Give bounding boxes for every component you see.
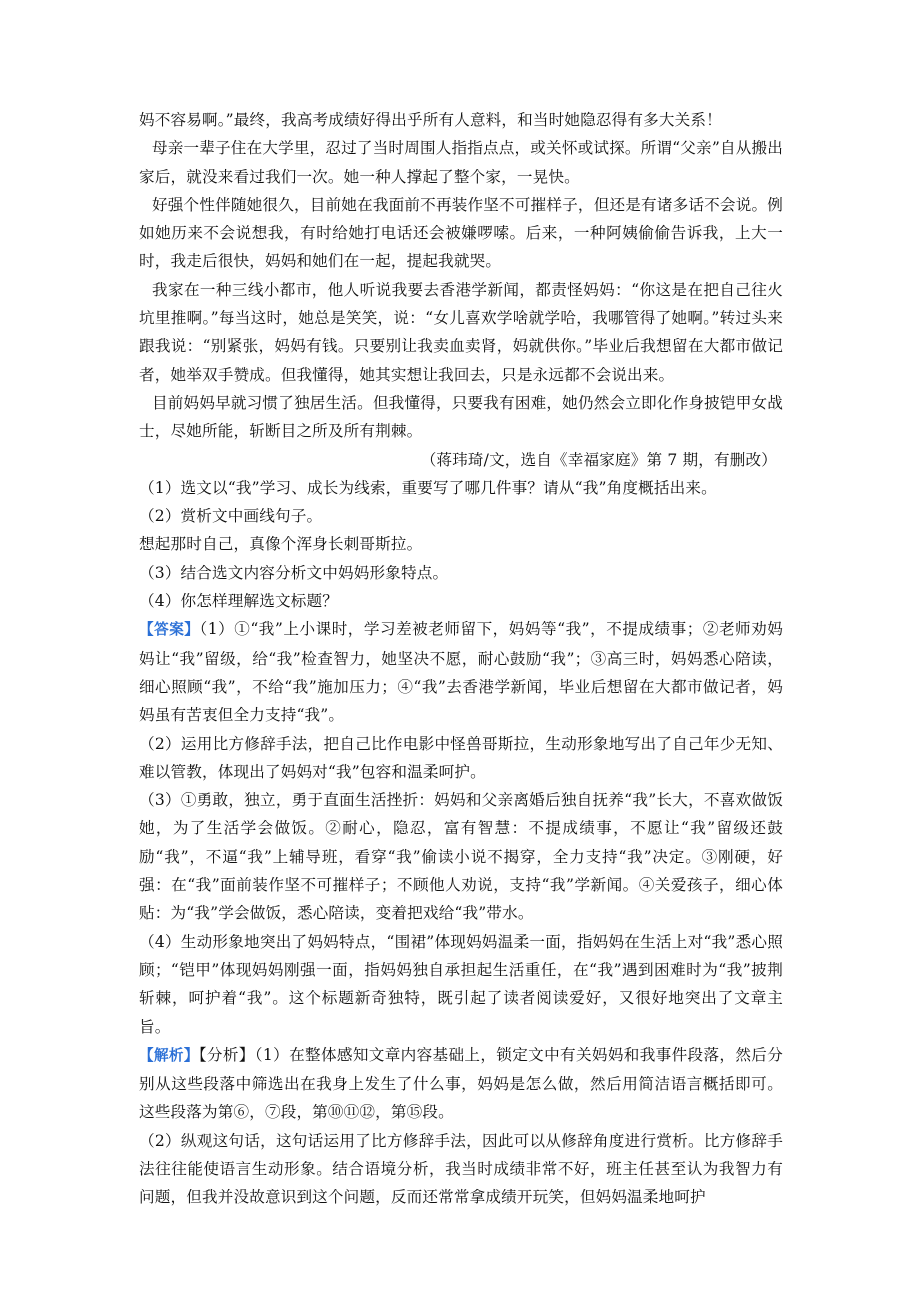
passage-paragraph: 好强个性伴随她很久，目前她在我面前不再装作坚不可摧样子，但还是有诸多话不会说。例如她历来不会说想我，有时给她打电话还会被嫌啰嗦。后来，一种阿姨偷偷告诉我，上大一时，我走后很快，妈妈和她们在一起，提起我就哭。 bbox=[139, 195, 783, 271]
answer-2: （2）运用比方修辞手法，把自己比作电影中怪兽哥斯拉，生动形象地写出了自己年少无知、难以管教，体现出了妈妈对“我”包容和温柔呵护。 bbox=[139, 734, 783, 781]
passage-paragraph: 目前妈妈早就习惯了独居生活。但我懂得，只要我有困难，她仍然会立即化作身披铠甲女战士，尽她所能，斩断目之所及所有荆棘。 bbox=[139, 393, 783, 441]
answer-1 bbox=[139, 615, 783, 729]
analysis-sub-tag: 【分析】 bbox=[198, 1045, 255, 1064]
analysis-2: （2）纵观这句话，这句话运用了比方修辞手法，因此可以从修辞角度进行赏析。比方修辞手法往往能使语言生动形象。结合语境分析，我当时成绩非常不好，班主任甚至认为我智力有问题，但我并没故意识到这个问题，反而还常常拿成绩开玩笑，但妈妈温柔地呵护 bbox=[139, 1131, 783, 1207]
question-1: （1）选文以“我”学习、成长为线索，重要写了哪几件事？请从“我”角度概括出来。 bbox=[139, 478, 717, 497]
passage-paragraph: 妈不容易啊。”最终，我高考成绩好得出乎所有人意料，和当时她隐忍得有多大关系！ bbox=[139, 111, 722, 129]
passage-paragraph: 我家在一种三线小都市，他人听说我要去香港学新闻，都责怪妈妈：“你这是在把自己往火坑里推啊。”每当这时，她总是笑笑，说：“女儿喜欢学啥就学哈，我哪管得了她啊。”转过头来跟我说：“别紧张，妈妈有钱。只要别让我卖血卖肾，妈就供你。”毕业后我想留在大都市做记者，她举双手赞成。但我懂得，她其实想让我回去，只是永远都不会说出来。 bbox=[139, 280, 783, 384]
question-3: （3）结合选文内容分析文中妈妈形象特点。 bbox=[139, 563, 449, 582]
document-page bbox=[139, 106, 783, 1212]
analysis-tag: 【解析】 bbox=[139, 1046, 199, 1064]
analysis-1 bbox=[139, 1041, 783, 1127]
answer-1-text: （1）①“我”上小课时，学习差被老师留下，妈妈等“我”，不提成绩事；②老师劝妈妈让“我”留级，给“我”检查智力，她坚决不愿，耐心鼓励“我”；③高三时，妈妈悉心陪读，细心照顾“我”，不给“我”施加压力；④“我”去香港学新闻，毕业后想留在大都市做记者，妈妈虽有苦衷但全力支持“我”。 bbox=[139, 620, 783, 725]
answer-3: （3）①勇敢，独立，勇于直面生活挫折：妈妈和父亲离婚后独自抚养“我”长大，不喜欢做饭她，为了生活学会做饭。②耐心，隐忍，富有智慧：不提成绩事，不愿让“我”留级还鼓励“我”，不逼“我”上辅导班，看穿“我”偷读小说不揭穿，全力支持“我”决定。③刚硬，好强：在“我”面前装作坚不可摧样子；不顾他人劝说，支持“我”学新闻。④关爱孩子，细心体贴：为“我”学会做饭，悉心陪读，变着把戏给“我”带水。 bbox=[139, 791, 783, 923]
question-2: （2）赏析文中画线句子。 bbox=[139, 507, 323, 526]
answer-4: （4）生动形象地突出了妈妈特点，“围裙”体现妈妈温柔一面，指妈妈在生活上对“我”悉心照顾；“铠甲”体现妈妈刚强一面，指妈妈独自承担起生活重任，在“我”遇到困难时为“我”披荆斩棘，呵护着“我”。这个标题新奇独特，既引起了读者阅读爱好，又很好地突出了文章主旨。 bbox=[139, 932, 783, 1036]
question-4: （4）你怎样理解选文标题？ bbox=[139, 592, 338, 611]
passage-paragraph: 母亲一辈子住在大学里，忍过了当时周围人指指点点，或关怀或试探。所谓“父亲”自从搬出家后，就没来看过我们一次。她一种人撑起了整个家，一晃快。 bbox=[139, 139, 783, 186]
source-citation: （蒋玮琦/文，选自《幸福家庭》第 7 期，有删改） bbox=[420, 450, 777, 469]
question-2-quote: 想起那时自己，真像个浑身长刺哥斯拉。 bbox=[139, 535, 423, 554]
analysis-1-text: （1）在整体感知文章内容基础上，锁定文中有关妈妈和我事件段落，然后分别从这些段落中筛选出在我身上发生了什么事，妈妈是怎么做，然后用简洁语言概括即可。这些段落为第⑥，⑦段，第⑩⑪⑫，第⑮段。 bbox=[139, 1045, 783, 1122]
answer-tag: 【答案】 bbox=[139, 621, 200, 639]
